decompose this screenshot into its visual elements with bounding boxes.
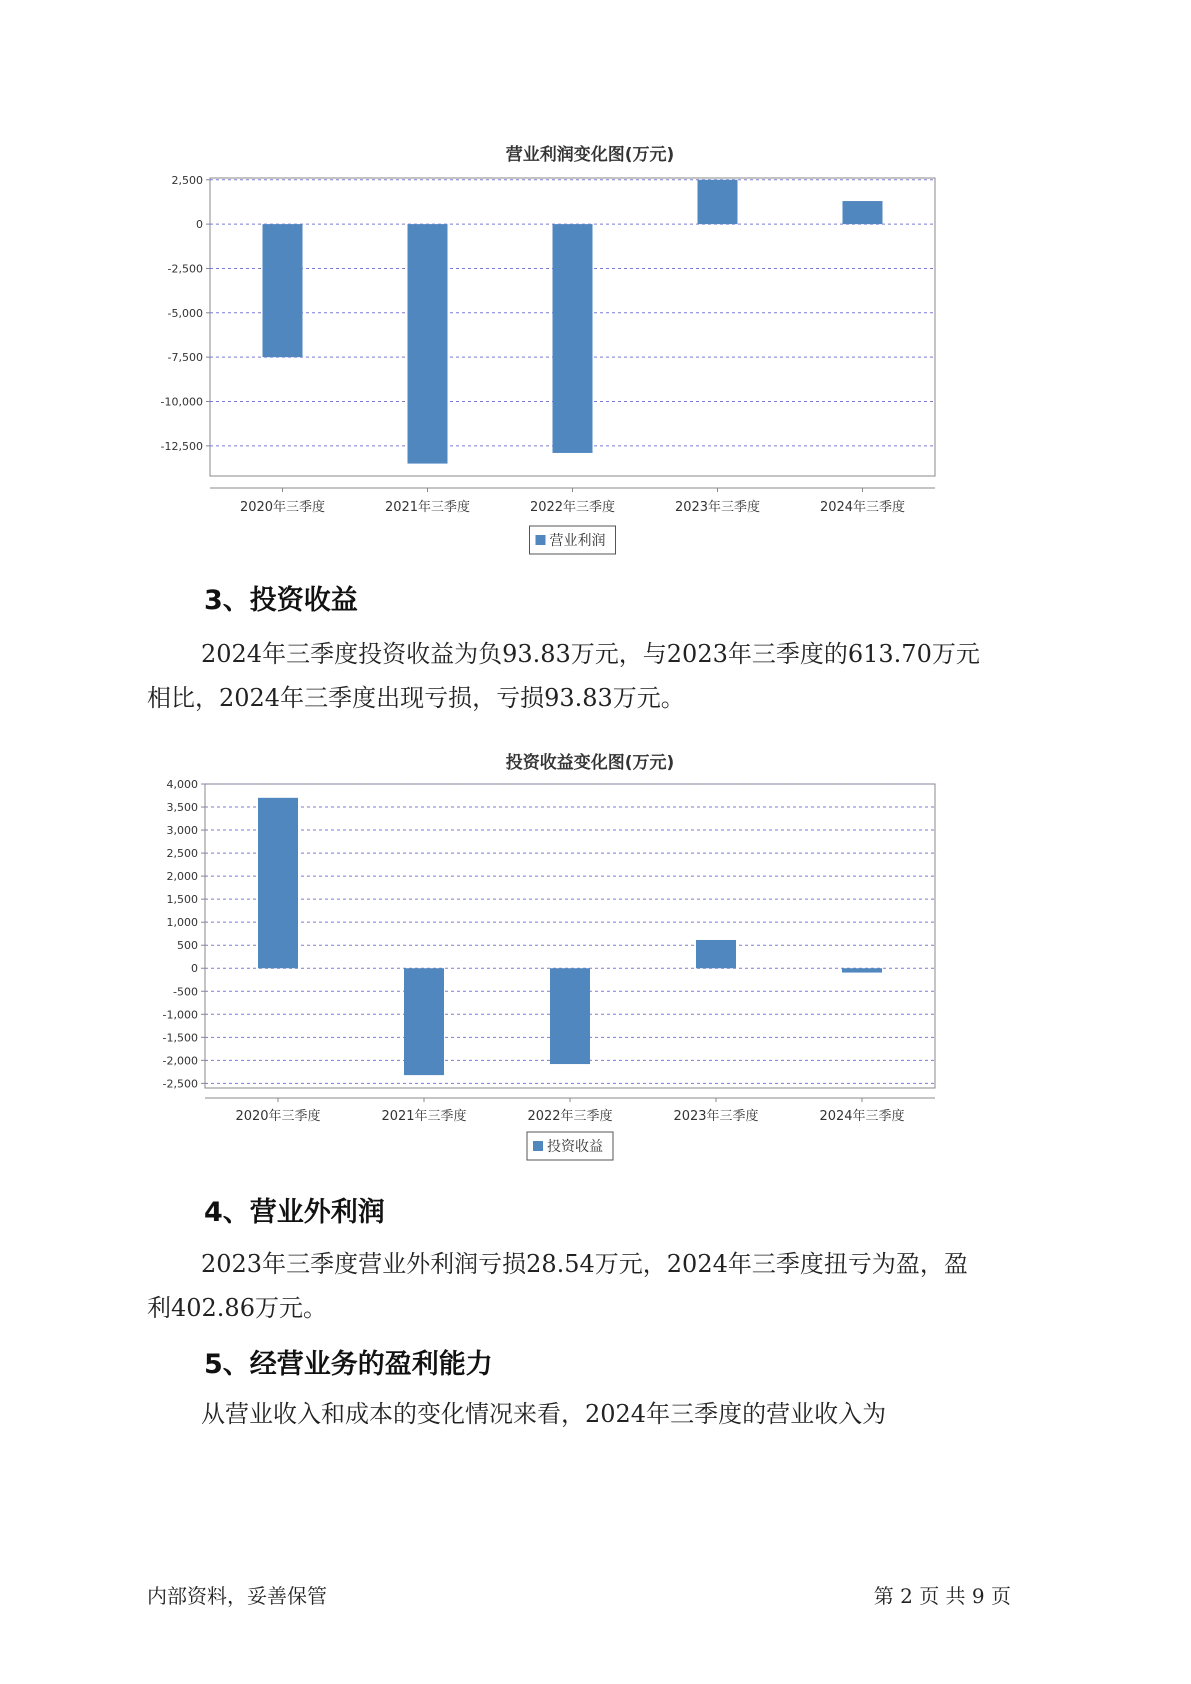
section-3-heading: 3、投资收益 (204, 585, 358, 616)
x-tick-label: 2022年三季度 (529, 500, 616, 515)
section-4-line-2: 利402.86万元。 (147, 1294, 327, 1322)
y-tick-label: 2,500 (166, 847, 198, 861)
y-tick-label: 500 (177, 939, 198, 953)
x-tick-label: 2024年三季度 (819, 1109, 905, 1124)
bar (696, 940, 736, 968)
section-3-line-1: 2024年三季度投资收益为负93.83万元，与2023年三季度的613.70万元 (201, 640, 980, 668)
investment-income-chart-svg (160, 776, 1020, 1176)
y-tick-label: 2,500 (171, 173, 203, 187)
bar (263, 224, 303, 357)
x-tick-label: 2020年三季度 (235, 1109, 321, 1124)
section-5-heading: 5、经营业务的盈利能力 (204, 1349, 493, 1380)
chart-title: 营业利润变化图(万元) (505, 145, 675, 165)
section-3-line-2: 相比，2024年三季度出现亏损，亏损93.83万元。 (147, 684, 685, 712)
y-tick-label: 0 (191, 962, 198, 976)
y-tick-label: -2,500 (167, 262, 203, 276)
y-tick-label: -500 (173, 985, 198, 999)
y-tick-label: -10,000 (160, 395, 203, 409)
bar (843, 201, 883, 224)
bar (404, 968, 444, 1075)
y-tick-label: 0 (196, 218, 203, 232)
y-tick-label: 3,500 (166, 801, 198, 815)
section-5-line-1: 从营业收入和成本的变化情况来看，2024年三季度的营业收入为 (201, 1400, 887, 1428)
legend-label: 营业利润 (549, 533, 606, 549)
y-tick-label: -5,000 (167, 306, 203, 320)
section-4-paragraph (147, 1242, 1057, 1330)
y-tick-label: -12,500 (160, 439, 203, 453)
x-tick-label: 2021年三季度 (381, 1109, 467, 1124)
x-tick-label: 2024年三季度 (819, 500, 906, 515)
legend-swatch (536, 535, 546, 545)
section-4-heading: 4、营业外利润 (204, 1197, 385, 1228)
y-tick-label: 2,000 (166, 870, 198, 884)
x-tick-label: 2021年三季度 (384, 500, 471, 515)
bar (842, 968, 882, 972)
bar (258, 798, 298, 968)
footer-page-number: 第 2 页 共 9 页 (873, 1584, 1011, 1608)
legend-label: 投资收益 (547, 1139, 603, 1155)
bar (550, 968, 590, 1064)
section-3-paragraph (147, 632, 1057, 720)
y-tick-label: 1,000 (166, 916, 198, 930)
x-tick-label: 2020年三季度 (239, 500, 326, 515)
chart-title: 投资收益变化图(万元) (505, 753, 675, 773)
section-4-line-1: 2023年三季度营业外利润亏损28.54万元，2024年三季度扭亏为盈，盈 (201, 1250, 968, 1278)
footer-left: 内部资料，妥善保管 (147, 1584, 327, 1608)
investment-income-chart (160, 748, 1020, 1168)
y-tick-label: -1,500 (162, 1031, 198, 1045)
bar (553, 224, 593, 453)
x-tick-label: 2023年三季度 (673, 1109, 759, 1124)
x-tick-label: 2022年三季度 (527, 1109, 613, 1124)
y-tick-label: -2,500 (162, 1077, 198, 1091)
y-tick-label: -1,000 (162, 1008, 198, 1022)
bar (408, 224, 448, 463)
bar (698, 180, 738, 224)
x-tick-label: 2023年三季度 (674, 500, 761, 515)
operating-profit-chart (160, 140, 1020, 560)
y-tick-label: 4,000 (166, 778, 198, 791)
y-tick-label: 3,000 (166, 824, 198, 838)
y-tick-label: -2,000 (162, 1054, 198, 1068)
section-5-paragraph (147, 1392, 1057, 1436)
legend-swatch (533, 1141, 543, 1151)
y-tick-label: -7,500 (167, 351, 203, 365)
operating-profit-chart-svg (160, 170, 1020, 570)
y-tick-label: 1,500 (166, 893, 198, 907)
